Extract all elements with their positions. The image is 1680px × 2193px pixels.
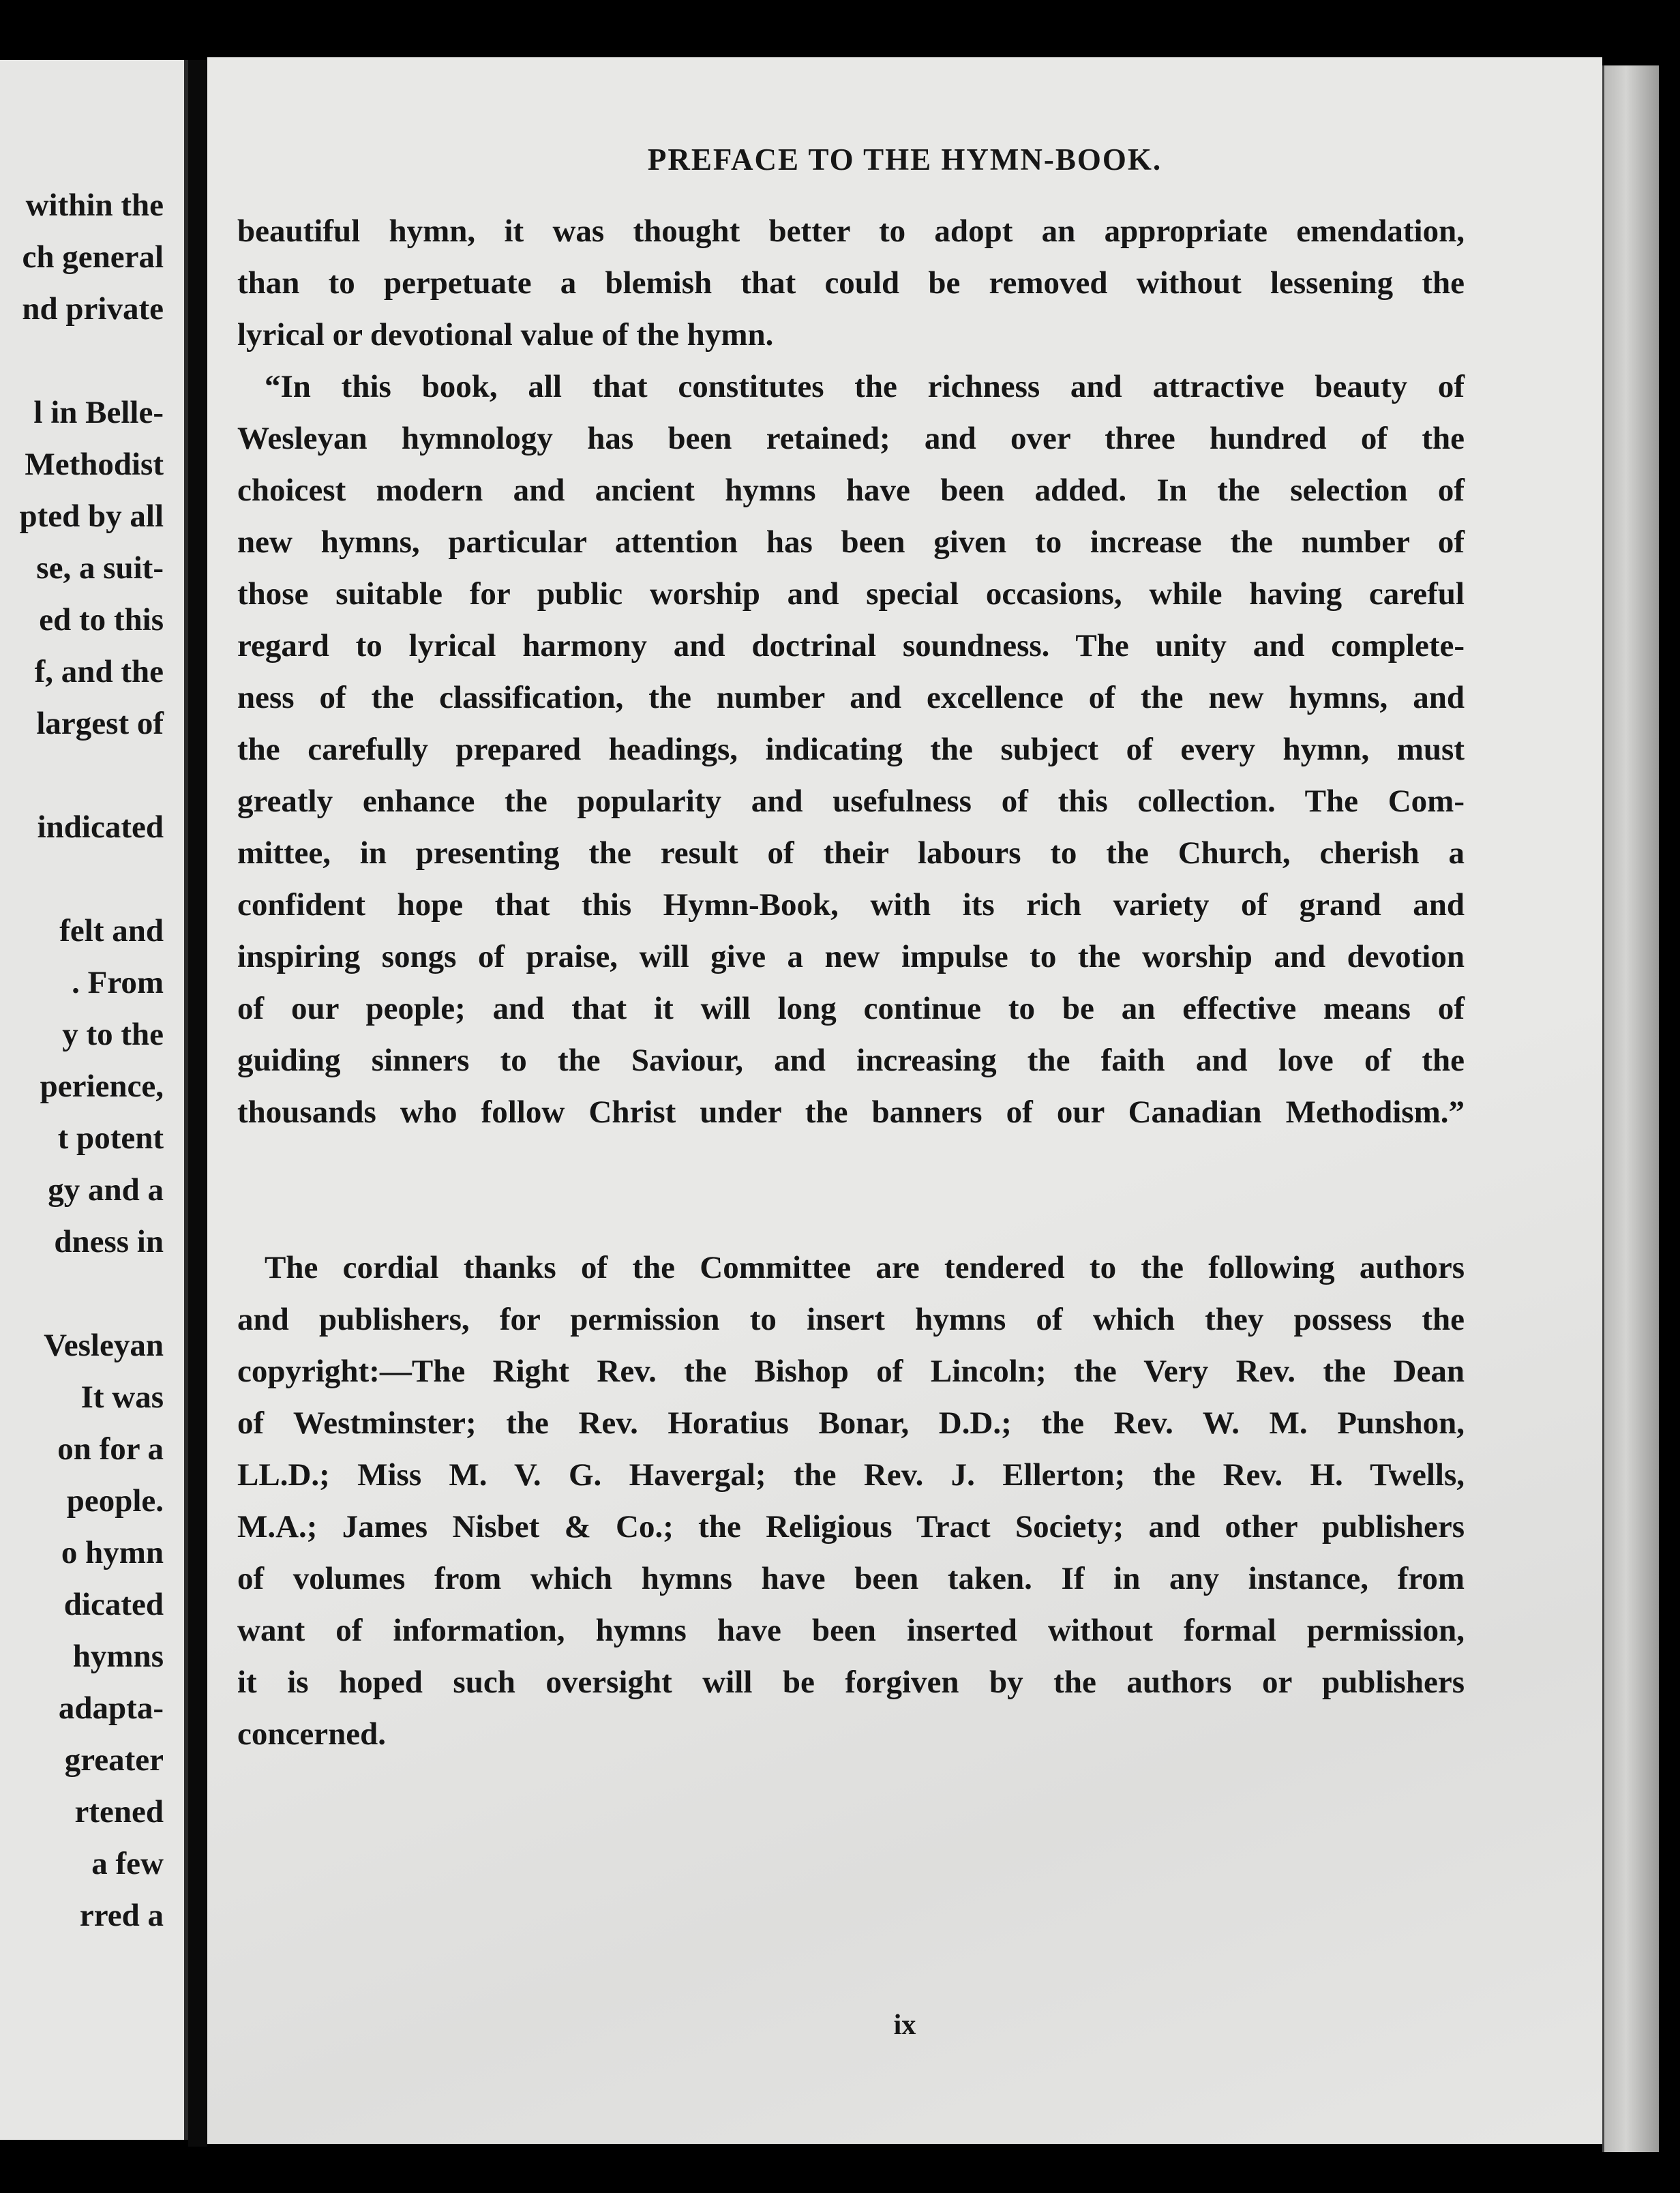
left-fragment: Vesleyan [44, 1328, 164, 1363]
left-fragment: rred a [79, 1898, 164, 1933]
left-fragment: nd private [22, 291, 164, 327]
text-line: of Westminster; the Rev. Horatius Bonar, D.D.; the Rev. W. M. Punshon, [237, 1405, 1465, 1441]
left-fragment: o hymn [61, 1535, 164, 1570]
left-fragment: indicated [37, 809, 164, 845]
left-fragment: ch general [22, 239, 164, 275]
text-line: the carefully prepared headings, indicating the subject of every hymn, must [237, 732, 1465, 767]
running-header: PREFACE TO THE HYMN-BOOK. [647, 143, 1162, 177]
left-fragment: y to the [62, 1017, 164, 1052]
text-line: Wesleyan hymnology has been retained; and over three hundred of the [237, 421, 1465, 456]
text-line: thousands who follow Christ under the banners of our Canadian Methodism.” [237, 1094, 1465, 1130]
text-line: confident hope that this Hymn-Book, with its rich variety of grand and [237, 887, 1465, 923]
text-line: greatly enhance the popularity and usefulness of this collection. The Com- [237, 784, 1465, 819]
page-number: ix [893, 2010, 916, 2041]
text-line: LL.D.; Miss M. V. G. Havergal; the Rev. J. Ellerton; the Rev. H. Twells, [237, 1457, 1465, 1493]
left-fragment: adapta- [58, 1690, 164, 1726]
text-line: it is hoped such oversight will be forgiven by the authors or publishers [237, 1665, 1465, 1700]
left-fragment: a few [91, 1846, 164, 1881]
text-line: those suitable for public worship and special occasions, while having careful [237, 576, 1465, 612]
left-fragment: . From [72, 965, 164, 1000]
text-line: lyrical or devotional value of the hymn. [237, 317, 774, 353]
text-line: mittee, in presenting the result of their labours to the Church, cherish a [237, 835, 1465, 871]
text-line: “In this book, all that constitutes the richness and attractive beauty of [265, 369, 1465, 404]
left-fragment: felt and [59, 913, 164, 949]
text-line: copyright:—The Right Rev. the Bishop of Lincoln; the Very Rev. the Dean [237, 1354, 1465, 1389]
left-fragment: l in Belle- [33, 395, 164, 430]
text-line: concerned. [237, 1716, 386, 1752]
text-line: than to perpetuate a blemish that could be removed without lessening the [237, 265, 1465, 301]
left-fragment: people. [66, 1483, 164, 1519]
left-fragment: hymns [72, 1639, 164, 1674]
left-fragment: dicated [63, 1587, 164, 1622]
left-fragment: t potent [57, 1120, 164, 1156]
text-line: guiding sinners to the Saviour, and increasing the faith and love of the [237, 1043, 1465, 1078]
left-fragment: greater [64, 1742, 164, 1778]
preface-page [207, 57, 1602, 2144]
left-fragment: It was [80, 1379, 164, 1415]
left-fragment: ed to this [39, 602, 164, 638]
text-line: choicest modern and ancient hymns have been added. In the selection of [237, 473, 1465, 508]
left-fragment: se, a suit- [36, 550, 164, 586]
text-line: regard to lyrical harmony and doctrinal soundness. The unity and complete- [237, 628, 1465, 663]
text-line: and publishers, for permission to insert hymns of which they possess the [237, 1302, 1465, 1337]
left-fragment: largest of [36, 706, 164, 741]
left-fragment: perience, [40, 1069, 164, 1104]
left-fragment: within the [25, 188, 164, 223]
book-gutter [188, 60, 207, 2147]
text-line: of our people; and that it will long continue to be an effective means of [237, 991, 1465, 1026]
text-line: ness of the classification, the number and excellence of the new hymns, and [237, 680, 1465, 715]
text-line: beautiful hymn, it was thought better to adopt an appropriate emendation, [237, 213, 1465, 249]
page-edges [1602, 65, 1659, 2152]
text-line: M.A.; James Nisbet & Co.; the Religious Tract Society; and other publishers [237, 1509, 1465, 1545]
text-line: new hymns, particular attention has been given to increase the number of [237, 524, 1465, 560]
left-fragment: rtened [74, 1794, 164, 1830]
left-fragment: gy and a [48, 1172, 164, 1208]
left-fragment: on for a [57, 1431, 164, 1467]
left-fragment: Methodist [25, 447, 164, 482]
previous-page-fragment [0, 60, 188, 2140]
left-fragment: pted by all [19, 498, 164, 534]
left-fragment: f, and the [34, 654, 164, 689]
text-line: The cordial thanks of the Committee are tendered to the following authors [265, 1250, 1465, 1285]
left-fragment: dness in [54, 1224, 164, 1259]
text-line: of volumes from which hymns have been taken. If in any instance, from [237, 1561, 1465, 1596]
text-line: inspiring songs of praise, will give a new impulse to the worship and devotion [237, 939, 1465, 974]
text-line: want of information, hymns have been inserted without formal permission, [237, 1613, 1465, 1648]
